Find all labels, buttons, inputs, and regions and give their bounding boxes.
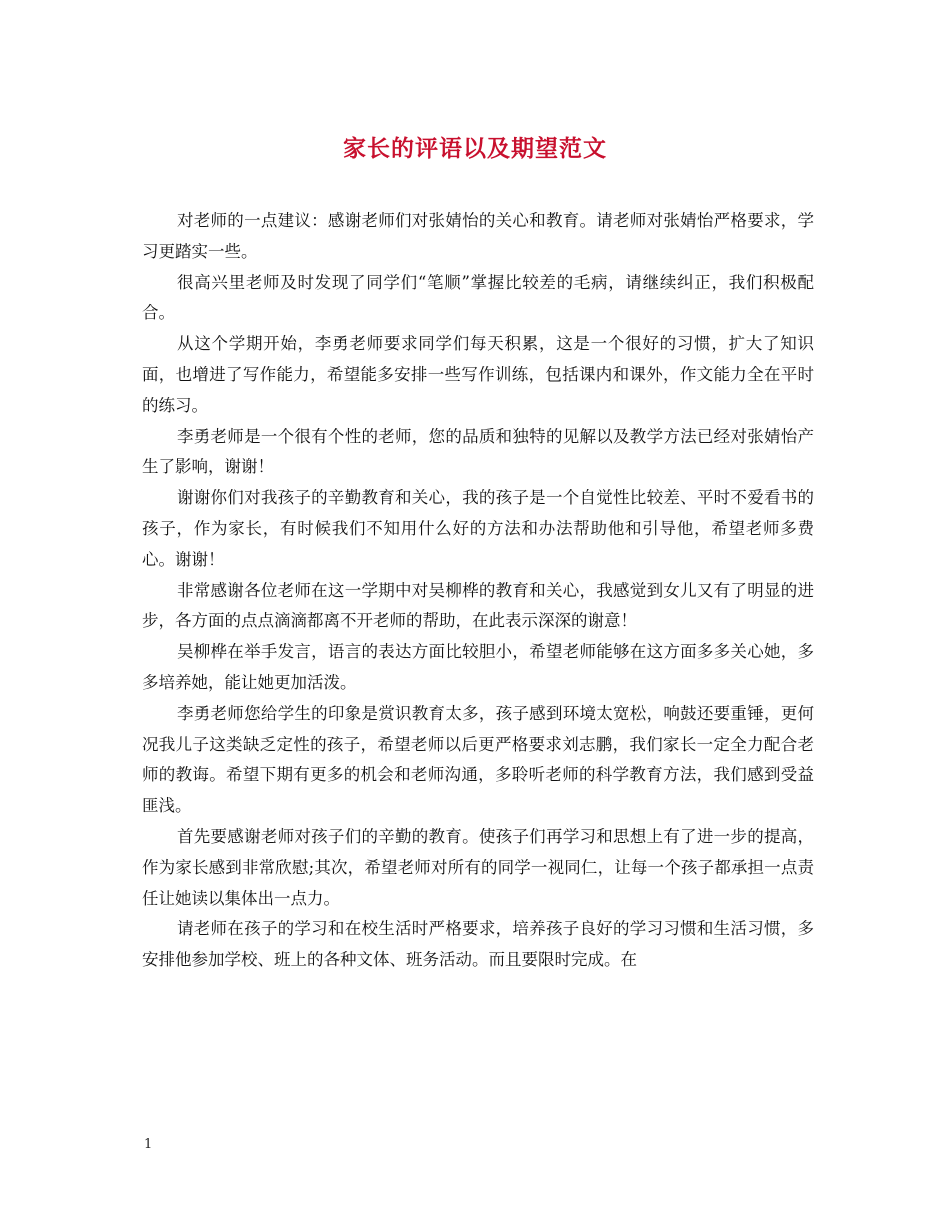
- paragraph: 吴柳桦在举手发言，语言的表达方面比较胆小，希望老师能够在这方面多多关心她，多多培养她，能让她更加活泼。: [142, 642, 814, 692]
- paragraph: 很高兴里老师及时发现了同学们“笔顺”掌握比较差的毛病，请继续纠正，我们积极配合。: [142, 272, 814, 323]
- paragraph: 非常感谢各位老师在这一学期中对吴柳桦的教育和关心，我感觉到女儿又有了明显的进步，各方面的点点滴滴都离不开老师的帮助，在此表示深深的谢意！: [142, 580, 814, 631]
- paragraph: 李勇老师您给学生的印象是赏识教育太多，孩子感到环境太宽松，响鼓还要重锤，更何况我儿子这类缺乏定性的孩子，希望老师以后更严格要求刘志鹏，我们家长一定全力配合老师的教诲。希望下期有更多的机会和老师沟通，多聆听老师的科学教育方法，我们感到受益匪浅。: [142, 703, 814, 816]
- paragraph: 从这个学期开始，李勇老师要求同学们每天积累，这是一个很好的习惯，扩大了知识面，也增进了写作能力，希望能多安排一些写作训练，包括课内和课外，作文能力全在平时的练习。: [142, 334, 814, 415]
- paragraph: 对老师的一点建议：感谢老师们对张婧怡的关心和教育。请老师对张婧怡严格要求，学习更踏实一些。: [142, 211, 814, 261]
- paragraph: 请老师在孩子的学习和在校生活时严格要求，培养孩子良好的学习习惯和生活习惯，多安排他参加学校、班上的各种文体、班务活动。而且要限时完成。在: [142, 919, 814, 970]
- page-number: 1: [144, 1137, 153, 1152]
- document-body: [142, 206, 814, 976]
- paragraph: 谢谢你们对我孩子的辛勤教育和关心，我的孩子是一个自觉性比较差、平时不爱看书的孩子，作为家长，有时候我们不知用什么好的方法和办法帮助他和引导他，希望老师多费心。谢谢！: [142, 488, 814, 569]
- paragraph: 首先要感谢老师对孩子们的辛勤的教育。使孩子们再学习和思想上有了进一步的提高，作为家长感到非常欣慰;其次，希望老师对所有的同学一视同仁，让每一个孩子都承担一点责任让她读以集体出一点力。: [142, 826, 814, 908]
- paragraph: 李勇老师是一个很有个性的老师，您的品质和独特的见解以及教学方法已经对张婧怡产生了影响，谢谢！: [142, 426, 814, 477]
- document-title: 家长的评语以及期望范文: [343, 135, 607, 162]
